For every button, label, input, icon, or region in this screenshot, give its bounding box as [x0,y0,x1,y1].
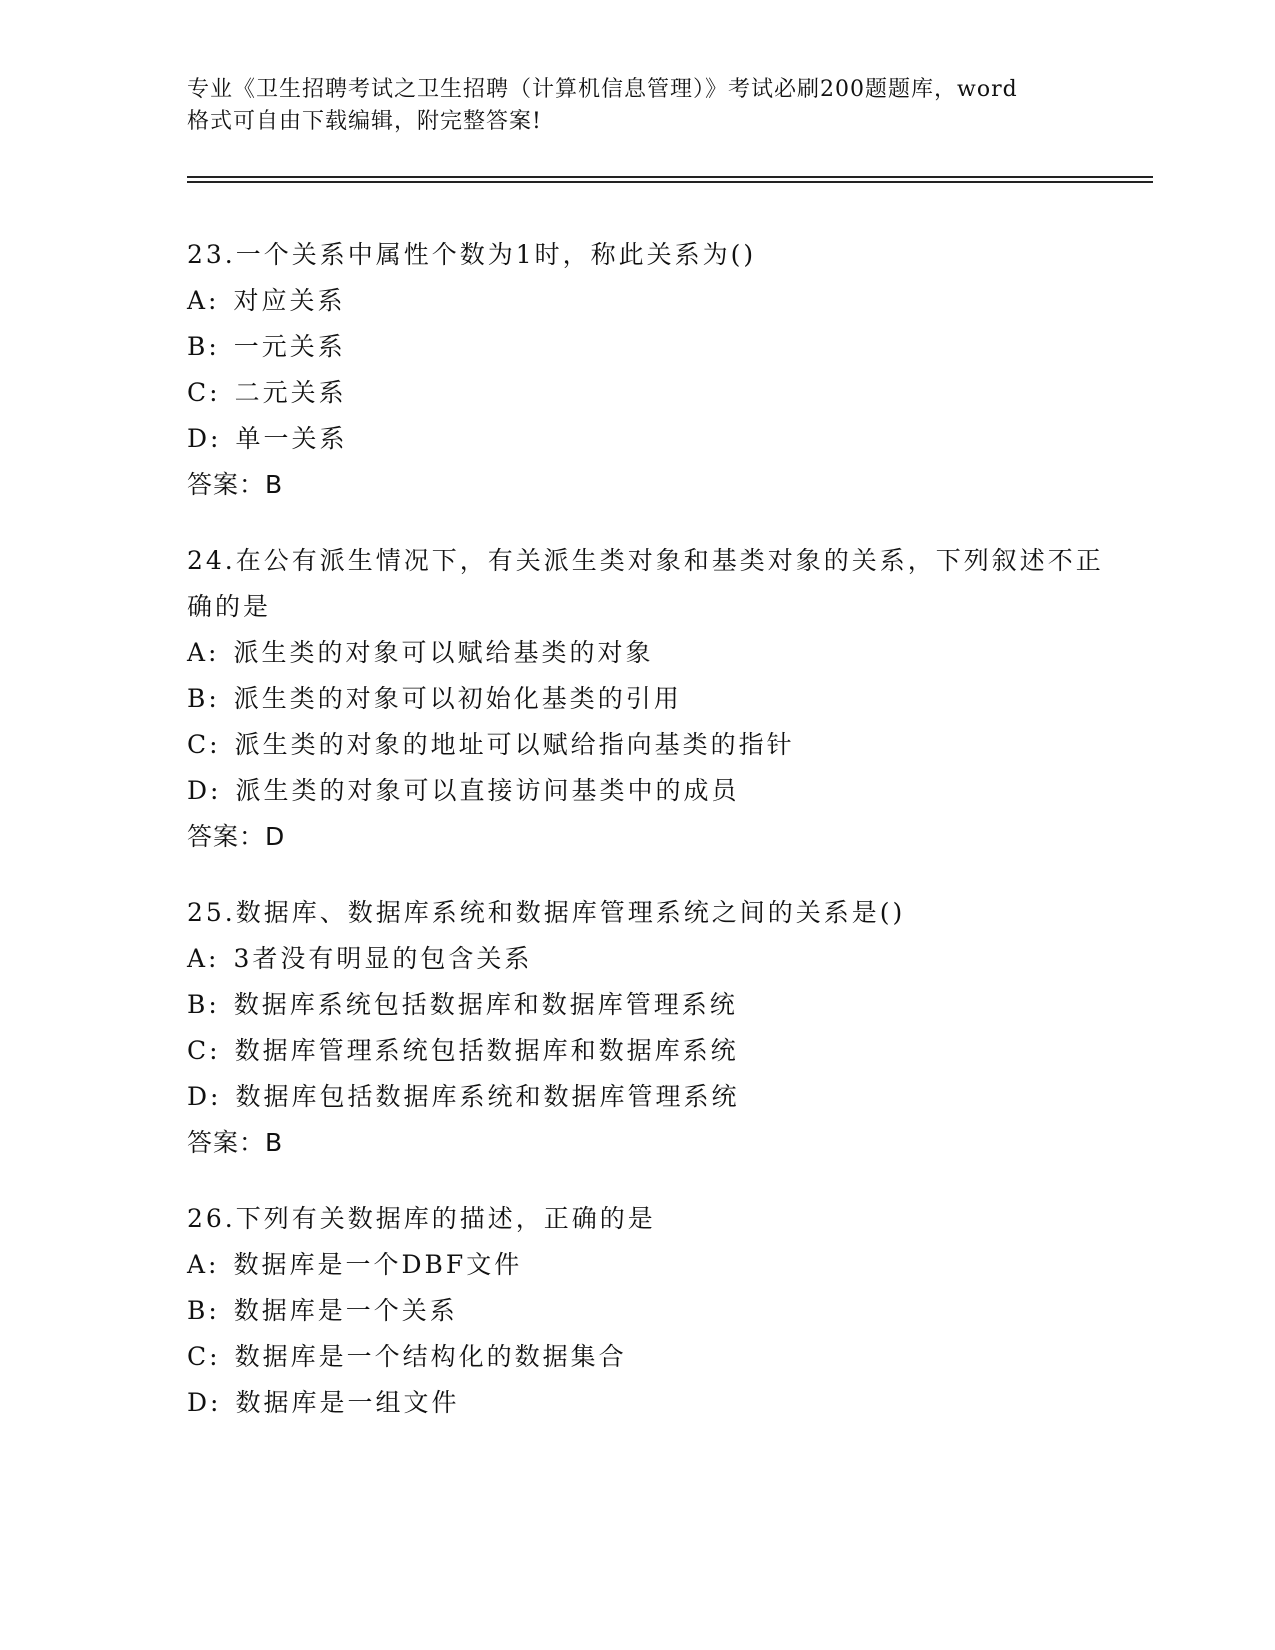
question-stem: 24.在公有派生情况下，有关派生类对象和基类对象的关系，下列叙述不正确的是 [187,546,1104,621]
option-text: 3者没有明显的包含关系 [233,944,533,973]
header-rule-top [187,176,1153,178]
option-key: D: [187,1082,222,1111]
option-key: B: [187,684,220,713]
question-stem: 23.一个关系中属性个数为1时，称此关系为() [187,240,757,269]
option-key: C: [187,378,221,407]
question-option [187,936,1107,982]
option-text: 数据库管理系统包括数据库和数据库系统 [234,1036,739,1065]
question-answer: 答案：B [187,1128,284,1157]
option-text: 数据库是一个DBF文件 [233,1250,523,1279]
option-text: 一元关系 [233,332,346,361]
option-text: 数据库是一个关系 [233,1296,458,1325]
document-header [187,74,1087,138]
option-key: A: [187,1250,220,1279]
header-line-2: 格式可自由下载编辑，附完整答案! [187,109,542,134]
option-text: 二元关系 [234,378,347,407]
question-block [187,232,1107,508]
option-text: 数据库是一组文件 [235,1388,460,1417]
question-stem: 25.数据库、数据库系统和数据库管理系统之间的关系是() [187,898,906,927]
option-key: B: [187,1296,220,1325]
question-stem: 26.下列有关数据库的描述，正确的是 [187,1204,656,1233]
option-text: 数据库包括数据库系统和数据库管理系统 [235,1082,740,1111]
header-line-1: 专业《卫生招聘考试之卫生招聘（计算机信息管理）》考试必刷200题题库，word [187,77,1018,102]
question-list [187,232,1107,1456]
option-text: 对应关系 [233,286,346,315]
option-text: 派生类的对象可以初始化基类的引用 [233,684,682,713]
option-key: B: [187,990,220,1019]
option-text: 派生类的对象可以赋给基类的对象 [233,638,654,667]
question-option [187,1028,1107,1074]
question-option [187,370,1107,416]
question-option [187,278,1107,324]
question-answer: 答案：D [187,822,286,851]
question-option [187,1288,1107,1334]
question-block [187,890,1107,1166]
option-key: C: [187,730,221,759]
option-key: C: [187,1342,221,1371]
question-option [187,1242,1107,1288]
question-option [187,630,1107,676]
option-text: 数据库是一个结构化的数据集合 [234,1342,627,1371]
option-key: D: [187,1388,222,1417]
question-option [187,722,1107,768]
question-option [187,982,1107,1028]
option-text: 派生类的对象可以直接访问基类中的成员 [235,776,740,805]
question-option [187,416,1107,462]
question-option [187,1380,1107,1426]
question-option [187,768,1107,814]
header-rule-bottom [187,181,1153,183]
option-text: 数据库系统包括数据库和数据库管理系统 [233,990,738,1019]
question-option [187,1074,1107,1120]
question-answer: 答案：B [187,470,284,499]
option-key: C: [187,1036,221,1065]
question-block [187,1196,1107,1426]
question-option [187,324,1107,370]
question-option [187,1334,1107,1380]
option-text: 派生类的对象的地址可以赋给指向基类的指针 [234,730,795,759]
question-block [187,538,1107,860]
option-key: A: [187,944,220,973]
option-key: D: [187,776,222,805]
option-key: A: [187,638,220,667]
option-key: D: [187,424,222,453]
question-option [187,676,1107,722]
option-key: A: [187,286,220,315]
option-text: 单一关系 [235,424,348,453]
option-key: B: [187,332,220,361]
